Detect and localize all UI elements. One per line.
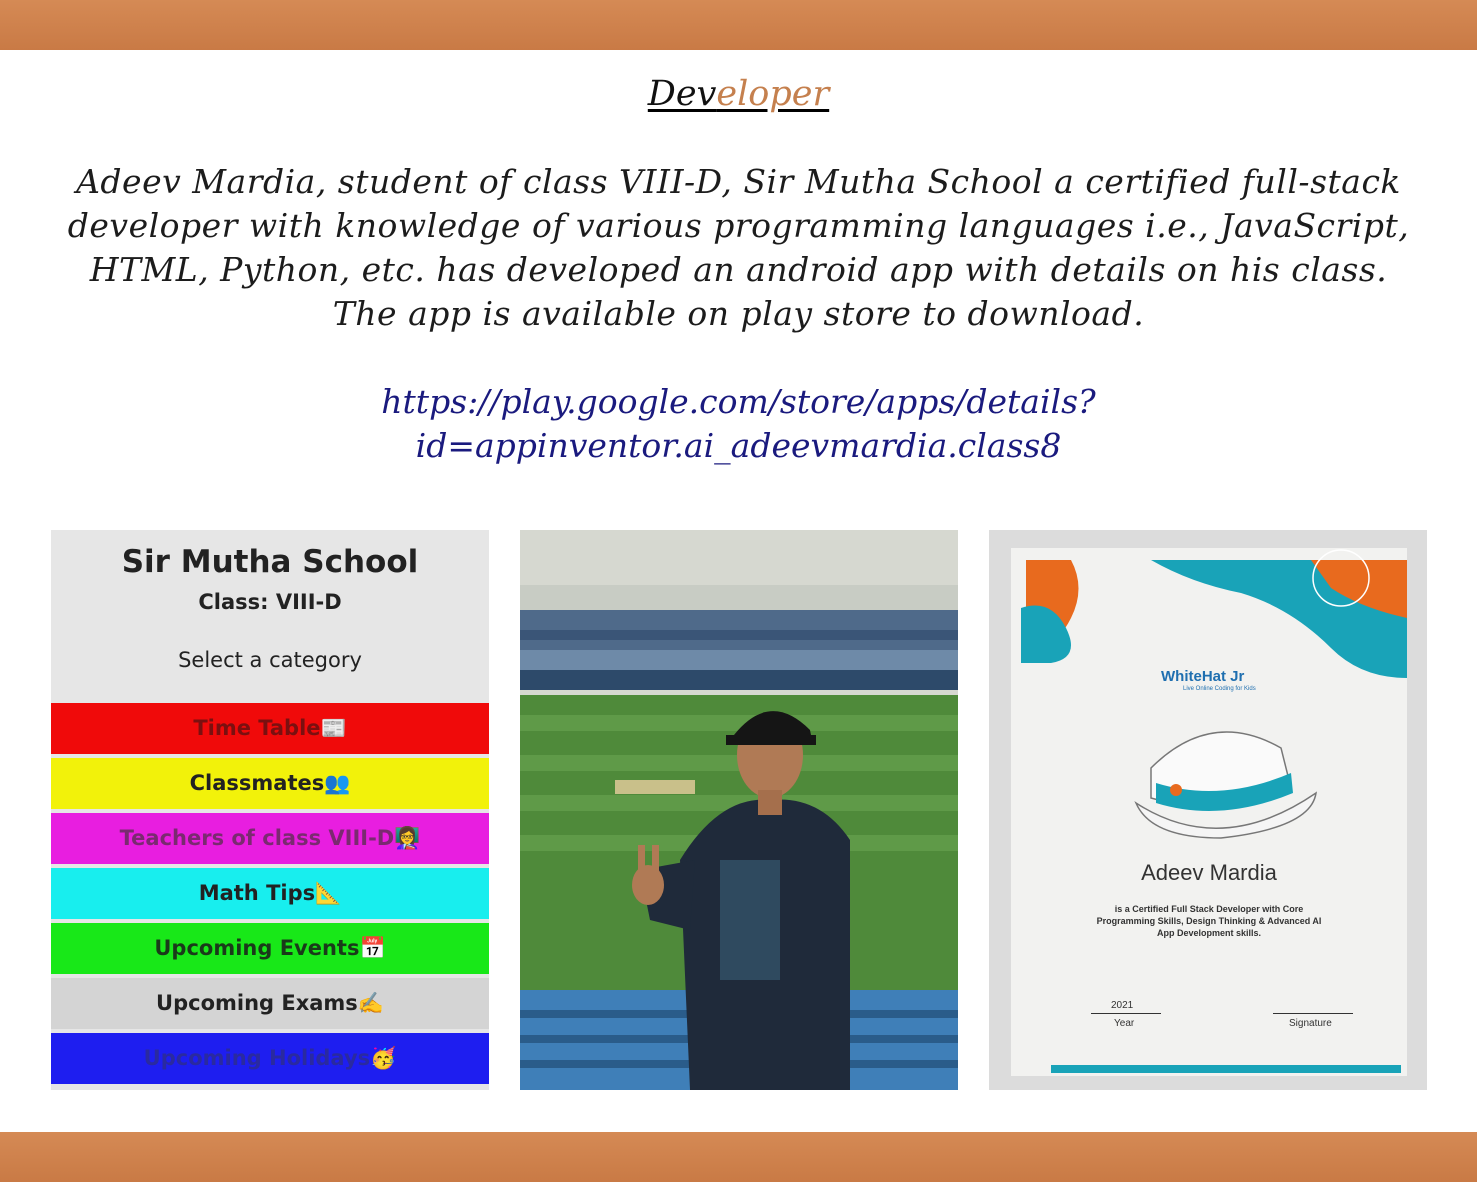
app-screenshot xyxy=(51,530,489,1090)
certificate-signature-label: Signature xyxy=(1289,1018,1332,1029)
app-category-row xyxy=(51,703,489,754)
bottom-accent-bar xyxy=(0,1132,1477,1182)
certificate-brand-tagline: Live Online Coding for Kids xyxy=(1183,686,1256,692)
certificate-year: 2021 xyxy=(1111,1000,1134,1011)
signature-line-divider xyxy=(1273,1013,1353,1014)
app-category-label: Teachers of class VIII-D👩‍🏫 xyxy=(119,826,421,850)
title-part-dark: Dev xyxy=(647,74,717,114)
app-category-label: Time Table📰 xyxy=(193,716,347,740)
play-store-link[interactable] xyxy=(100,380,1377,468)
app-class-label: Class: VIII-D xyxy=(198,590,342,614)
top-accent-bar xyxy=(0,0,1477,50)
year-line-divider xyxy=(1091,1013,1161,1014)
app-select-prompt: Select a category xyxy=(178,648,362,672)
app-category-label: Classmates👥 xyxy=(189,771,351,795)
app-category-row xyxy=(51,813,489,864)
app-category-row xyxy=(51,1033,489,1084)
certificate-image xyxy=(989,530,1427,1090)
app-category-label: Upcoming Exams✍️ xyxy=(156,991,384,1015)
app-school-title: Sir Mutha School xyxy=(121,544,419,580)
title-part-accent: eloper xyxy=(716,74,830,114)
app-category-row xyxy=(51,978,489,1029)
certificate-paper xyxy=(1011,548,1407,1076)
certificate-brand: WhiteHat Jr xyxy=(1161,668,1245,685)
certificate-recipient-name: Adeev Mardia xyxy=(1141,860,1277,885)
developer-photo xyxy=(520,530,958,1090)
certificate-statement: is a Certified Full Stack Developer with Core Programming Skills, Design Thinking & Advanced AI App Development skills. xyxy=(1096,904,1322,938)
app-category-label: Upcoming Events📅 xyxy=(154,936,386,960)
app-category-label: Math Tips📐 xyxy=(198,881,342,905)
certificate-decoration xyxy=(1011,548,1407,1076)
stadium-photo-illustration xyxy=(520,530,958,1090)
app-category-list xyxy=(51,703,489,1088)
page-title xyxy=(0,74,1477,114)
link-line-1: https://play.google.com/store/apps/details? xyxy=(381,382,1096,421)
developer-description: Adeev Mardia, student of class VIII-D, Sir Mutha School a certified full-stack developer with knowledge of various programming languages i.e., JavaScript, HTML, Python, etc. has developed an android app with details on his class. The app is available on play store to download. xyxy=(67,162,1410,333)
certificate-year-label: Year xyxy=(1114,1018,1135,1029)
app-category-row xyxy=(51,923,489,974)
app-category-label: Upcoming Holidays🥳 xyxy=(143,1046,397,1070)
app-category-row xyxy=(51,868,489,919)
link-line-2: id=appinventor.ai_adeevmardia.class8 xyxy=(415,426,1062,465)
app-category-row xyxy=(51,758,489,809)
